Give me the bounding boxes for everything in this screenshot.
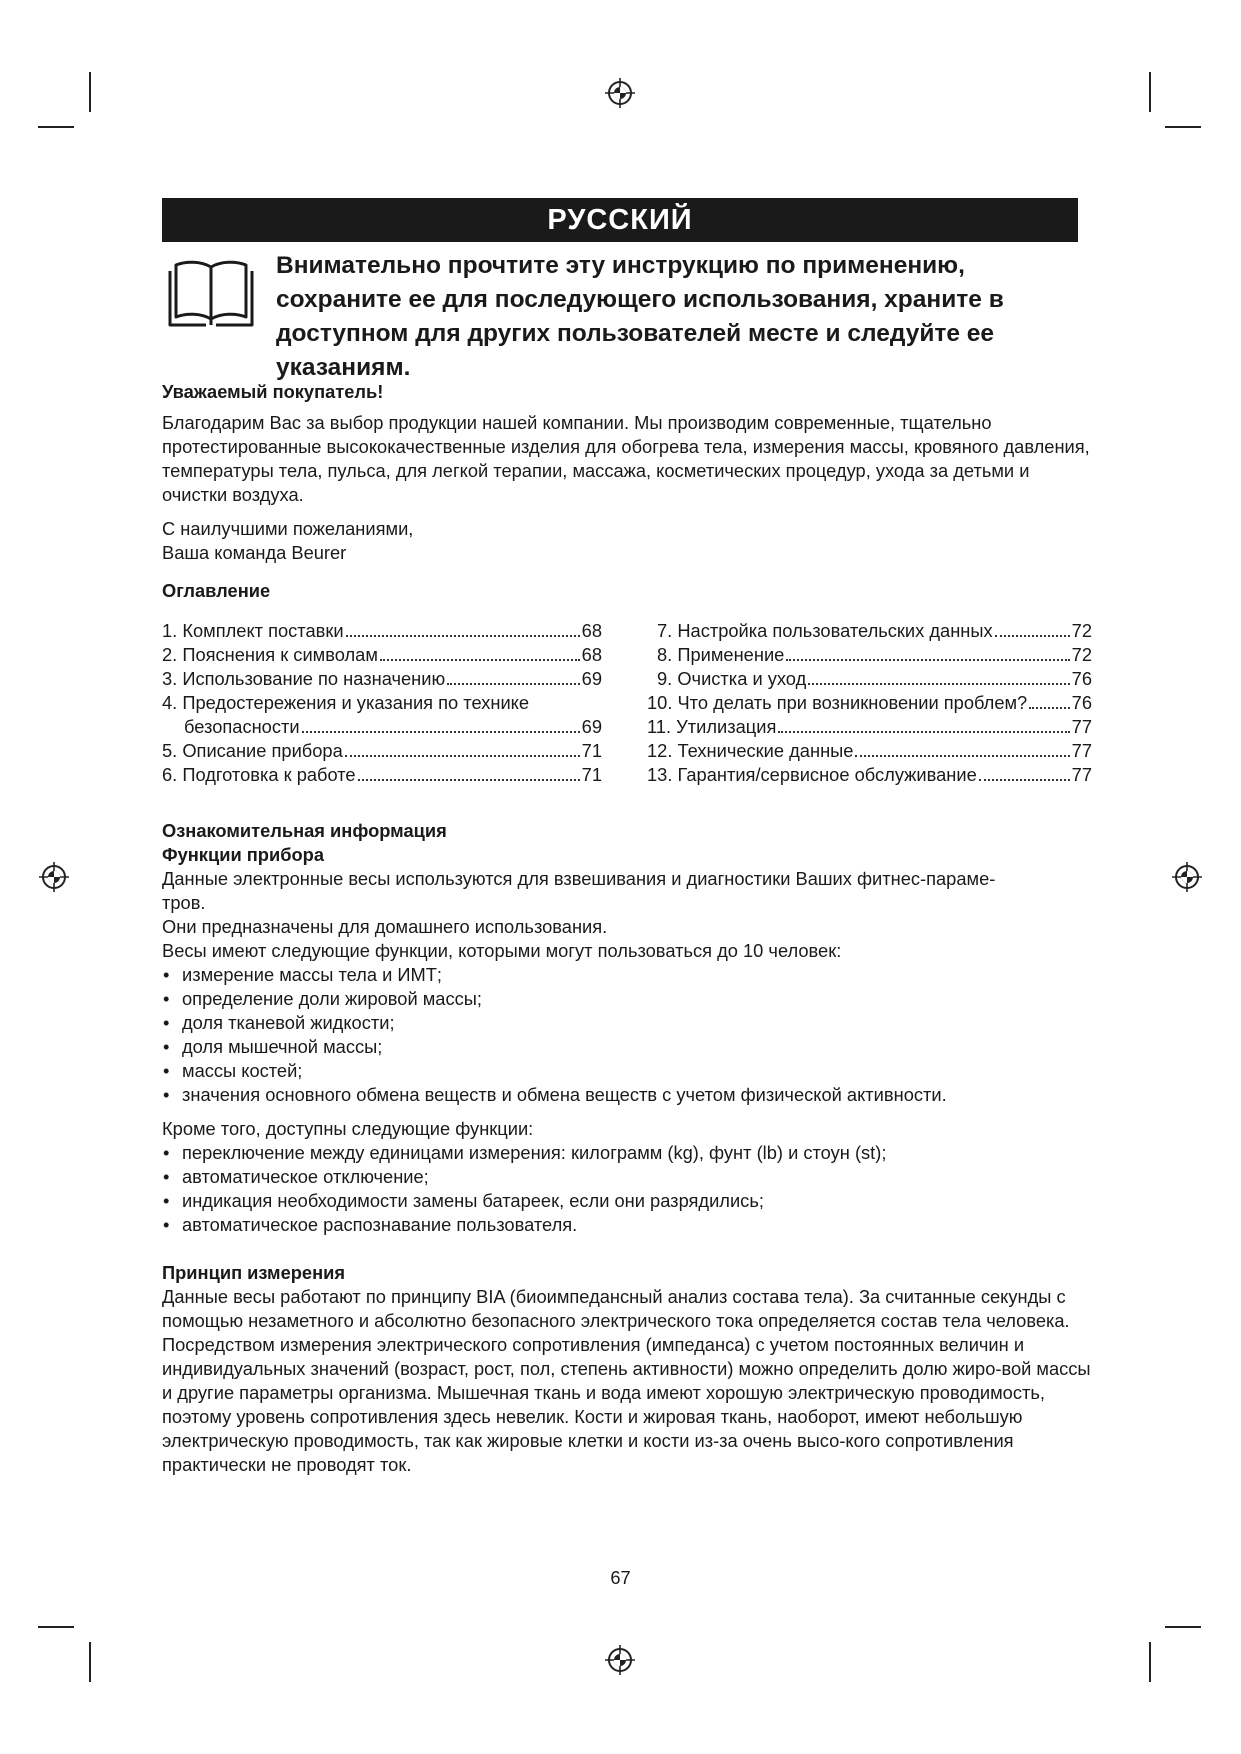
crop-mark xyxy=(1165,126,1201,128)
toc-entry[interactable] xyxy=(647,715,1092,739)
toc-entry[interactable] xyxy=(162,763,602,787)
toc-label: 7. Настройка пользовательских данных xyxy=(657,620,993,641)
toc-label: 2. Пояснения к символам xyxy=(162,644,378,665)
toc-entry[interactable] xyxy=(647,691,1092,715)
toc-left-column xyxy=(162,619,602,787)
crop-mark xyxy=(1149,72,1151,112)
table-of-contents xyxy=(162,619,1092,787)
toc-label: 4. Предостережения и указания по технике xyxy=(162,692,530,713)
list-item: • доля мышечной массы; xyxy=(162,1035,1092,1059)
list-item: • значения основного обмена веществ и обмена веществ с учетом физической активности. xyxy=(162,1083,1092,1107)
page-number: 67 xyxy=(610,1567,631,1588)
greeting-body: Благодарим Вас за выбор продукции нашей компании. Мы производим современные, тщательно протестированные высококачественные изделия для обогрева тела, измерения массы, кровяного давления, температуры тела, пульса, для легкой терапии, массажа, косметических процедур, ухода за детьми и очистки воздуха. xyxy=(162,412,1090,505)
toc-entry[interactable] xyxy=(162,619,602,643)
list-item: • массы костей; xyxy=(162,1059,1092,1083)
list-item: • автоматическое отключение; xyxy=(162,1165,1092,1189)
info-line: Они предназначены для домашнего использования. xyxy=(162,916,608,937)
crop-mark xyxy=(1149,1642,1151,1682)
intro-notice: Внимательно прочтите эту инструкцию по применению, сохраните ее для последующего использования, храните в доступном для других пользователей месте и следуйте ее указаниям. xyxy=(276,252,1004,381)
registration-mark-icon xyxy=(605,1645,635,1675)
toc-page: 71 xyxy=(581,764,602,785)
toc-label: 1. Комплект поставки xyxy=(162,620,344,641)
functions-subheading: Функции прибора xyxy=(162,844,324,865)
registration-mark-icon xyxy=(605,78,635,108)
toc-label: безопасности xyxy=(184,716,300,737)
list-item: • автоматическое распознавание пользователя. xyxy=(162,1213,1092,1237)
toc-right-column xyxy=(647,619,1092,787)
toc-entry[interactable] xyxy=(647,643,1092,667)
toc-label: 10. Что делать при возникновении проблем? xyxy=(647,692,1028,713)
list-item: • определение доли жировой массы; xyxy=(162,987,1092,1011)
principle-paragraph: Данные весы работают по принципу BIA (биоимпедансный анализ состава тела). За считанные секунды с помощью незаметного и абсолютно безопасного электрического тока определяется состав тела человека. xyxy=(162,1286,1070,1331)
greeting-heading: Уважаемый покупатель! xyxy=(162,381,384,402)
toc-label: 8. Применение xyxy=(657,644,785,665)
toc-page: 68 xyxy=(581,644,602,665)
registration-mark-icon xyxy=(1172,862,1202,892)
toc-entry[interactable] xyxy=(162,739,602,763)
open-book-icon xyxy=(166,257,256,329)
list-item: • переключение между единицами измерения: килограмм (kg), фунт (lb) и стоун (st); xyxy=(162,1141,1092,1165)
info-heading: Ознакомительная информация xyxy=(162,820,447,841)
info-line-continued: тров. xyxy=(162,892,206,913)
toc-page: 71 xyxy=(581,740,602,761)
crop-mark xyxy=(89,72,91,112)
crop-mark xyxy=(38,1626,74,1628)
registration-mark-icon xyxy=(39,862,69,892)
page-content xyxy=(162,380,1092,1477)
list-item: • индикация необходимости замены батареек, если они разрядились; xyxy=(162,1189,1092,1213)
toc-page: 77 xyxy=(1071,764,1092,785)
toc-page: 72 xyxy=(1071,644,1092,665)
info-line: Весы имеют следующие функции, которыми могут пользоваться до 10 человек: xyxy=(162,940,842,961)
extra-intro: Кроме того, доступны следующие функции: xyxy=(162,1118,534,1139)
toc-entry[interactable] xyxy=(162,691,602,715)
toc-page: 76 xyxy=(1071,692,1092,713)
toc-page: 69 xyxy=(581,716,602,737)
toc-page: 76 xyxy=(1071,668,1092,689)
toc-entry[interactable] xyxy=(162,643,602,667)
toc-page: 68 xyxy=(581,620,602,641)
toc-heading: Оглавление xyxy=(162,580,271,601)
toc-page: 69 xyxy=(581,668,602,689)
toc-label: 6. Подготовка к работе xyxy=(162,764,356,785)
toc-entry[interactable] xyxy=(647,667,1092,691)
crop-mark xyxy=(1165,1626,1201,1628)
toc-page: 77 xyxy=(1071,740,1092,761)
toc-page: 77 xyxy=(1071,716,1092,737)
principle-heading: Принцип измерения xyxy=(162,1262,346,1283)
toc-entry[interactable] xyxy=(647,763,1092,787)
list-item: • доля тканевой жидкости; xyxy=(162,1011,1092,1035)
extra-functions-list xyxy=(162,1141,1092,1237)
toc-label: 9. Очистка и уход xyxy=(657,668,807,689)
toc-label: 12. Технические данные xyxy=(647,740,854,761)
toc-label: 3. Использование по назначению xyxy=(162,668,446,689)
toc-label: 11. Утилизация xyxy=(647,716,777,737)
language-banner: РУССКИЙ xyxy=(162,198,1078,242)
toc-label: 5. Описание прибора xyxy=(162,740,343,761)
list-item: • измерение массы тела и ИМТ; xyxy=(162,963,1092,987)
toc-page: 72 xyxy=(1071,620,1092,641)
closing-line: С наилучшими пожеланиями, xyxy=(162,518,414,539)
functions-list xyxy=(162,963,1092,1107)
closing-signature: Ваша команда Beurer xyxy=(162,542,347,563)
toc-label: 13. Гарантия/сервисное обслуживание xyxy=(647,764,977,785)
toc-entry-continued[interactable] xyxy=(162,715,602,739)
crop-mark xyxy=(89,1642,91,1682)
toc-entry[interactable] xyxy=(647,739,1092,763)
toc-entry[interactable] xyxy=(647,619,1092,643)
info-line: Данные электронные весы используются для взвешивания и диагностики Ваших фитнес-параме- xyxy=(162,868,996,889)
crop-mark xyxy=(38,126,74,128)
toc-entry[interactable] xyxy=(162,667,602,691)
principle-paragraph: Посредством измерения электрического сопротивления (импеданса) с учетом постоянных величин и индивидуальных значений (возраст, рост, пол, степень активности) можно определить долю жиро-вой массы и другие параметры организма. Мышечная ткань и вода имеют хорошую электрическую проводимость, поэтому уровень сопротивления здесь невелик. Кости и жировая ткань, наоборот, имеют небольшую электрическую проводимость, так как жировые клетки и кости из-за очень высо-кого сопротивления практически не проводят ток. xyxy=(162,1334,1091,1475)
